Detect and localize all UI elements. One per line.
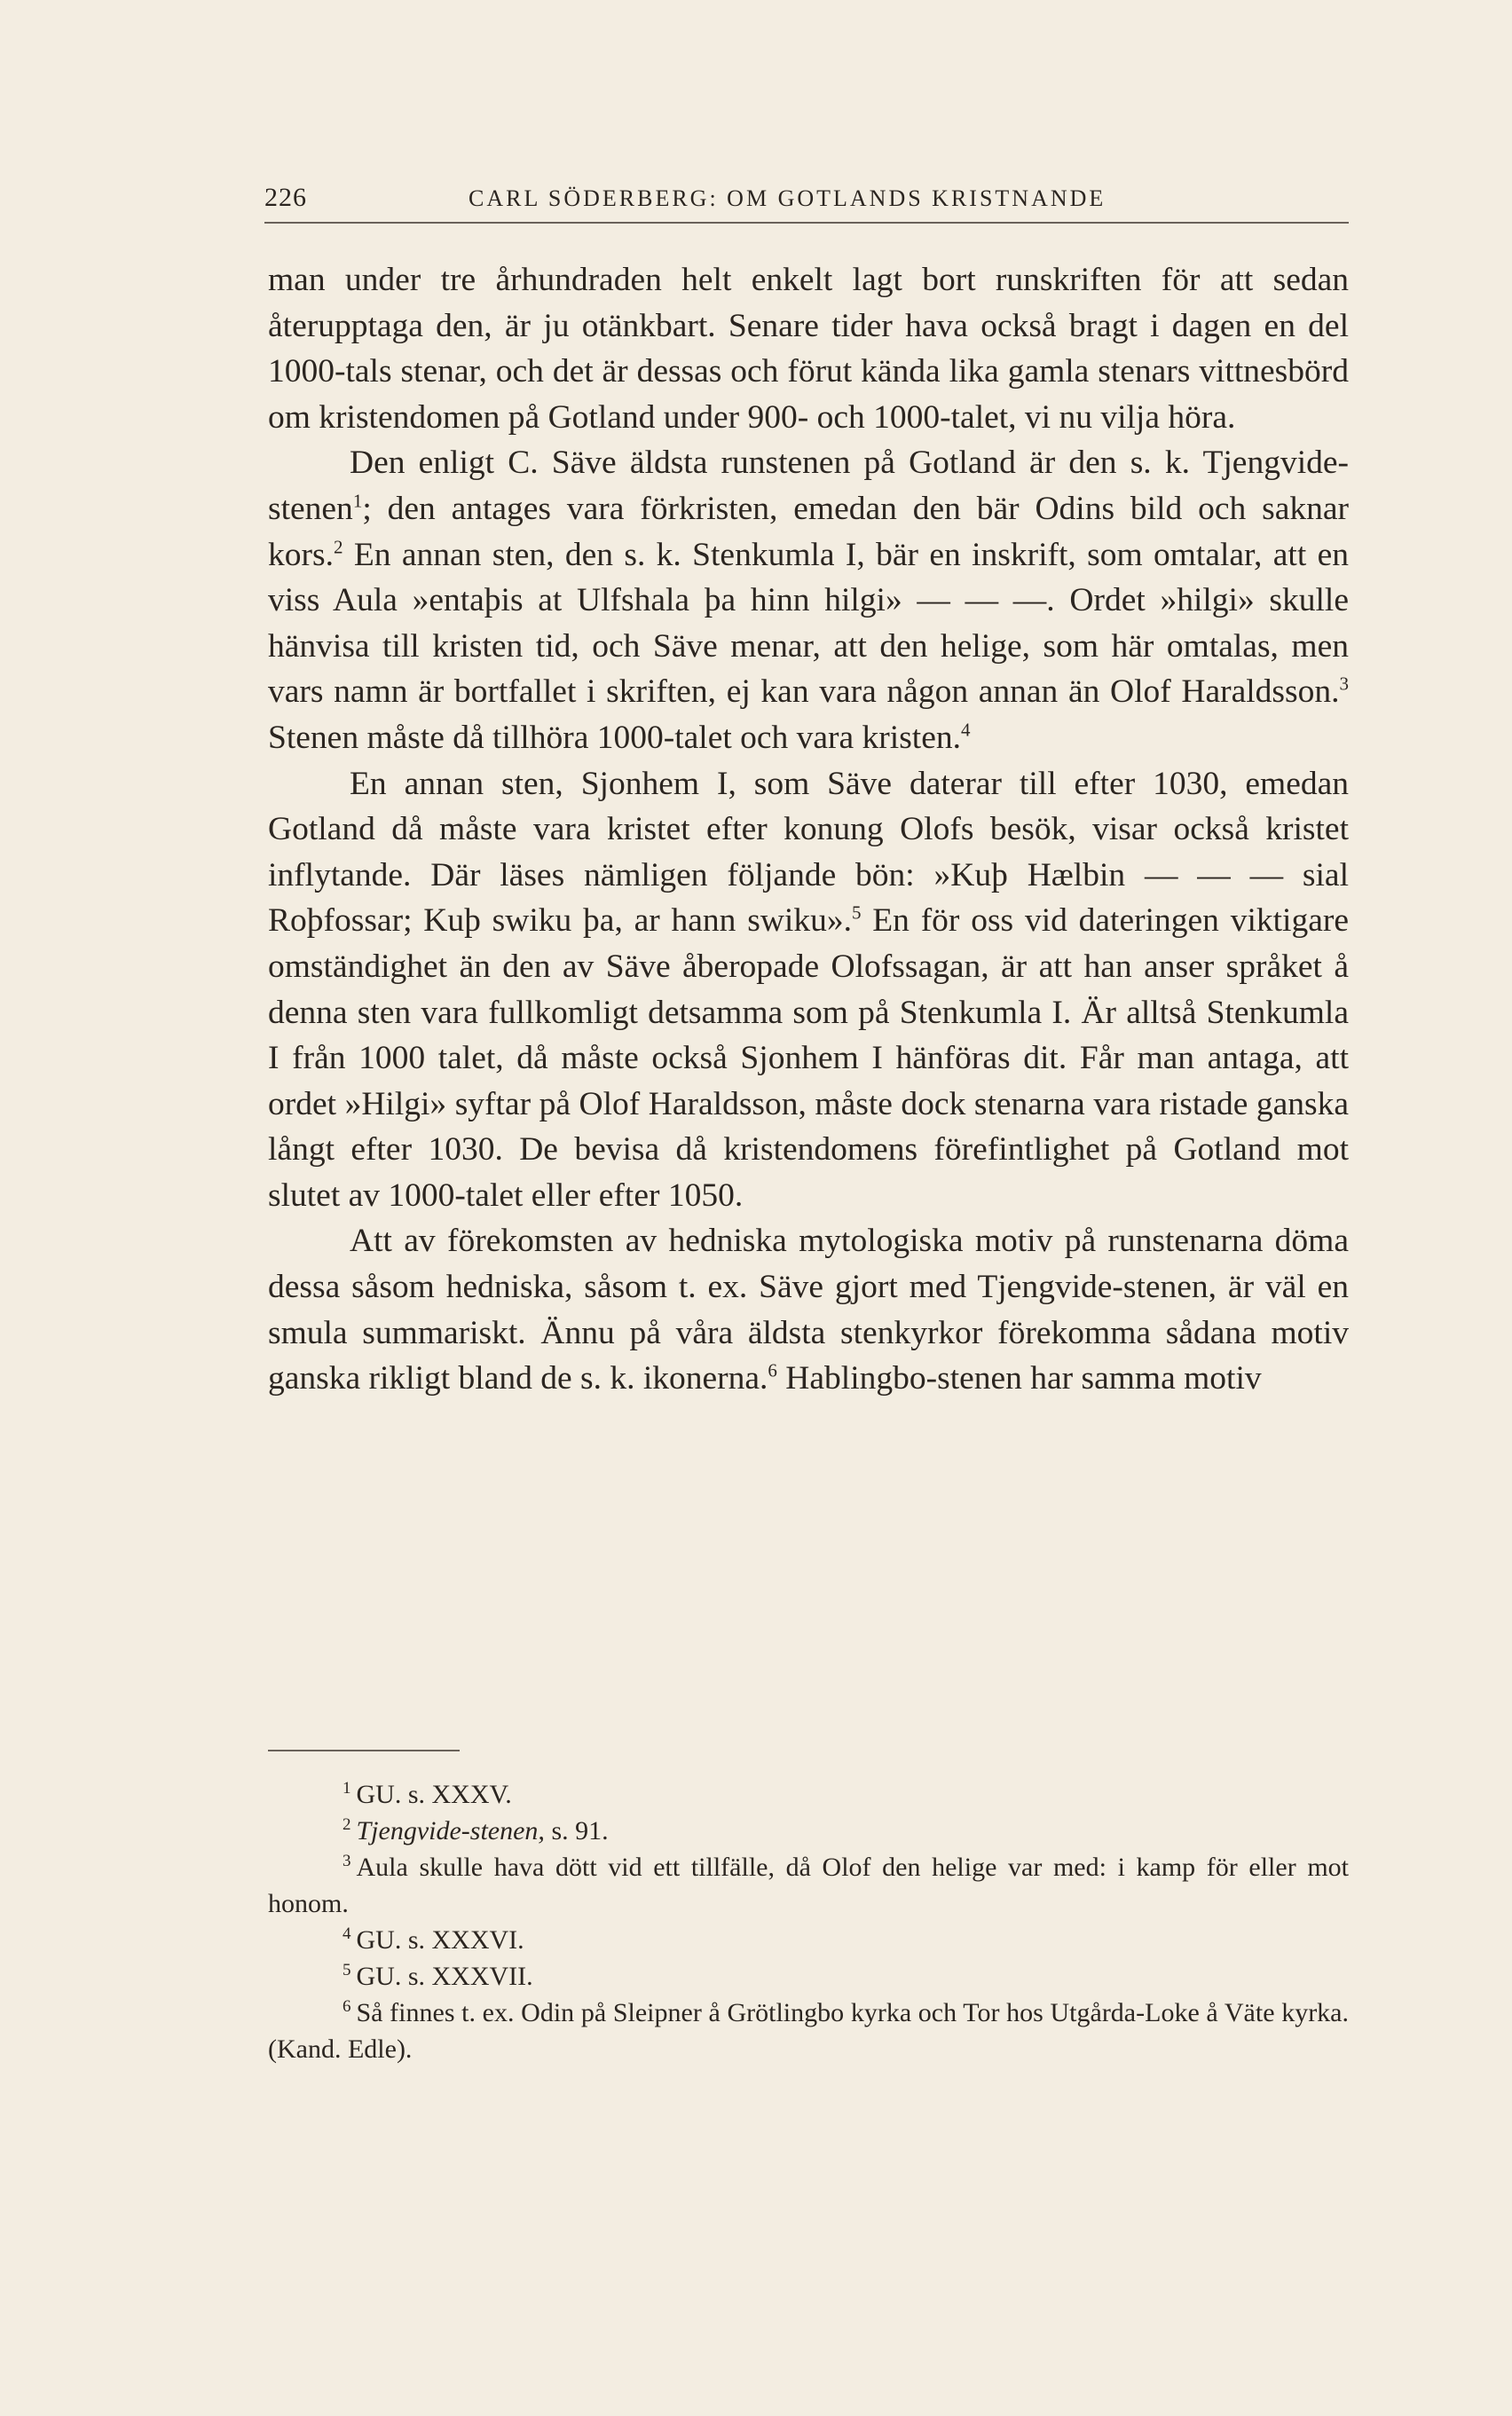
footnote-number: 4: [343, 1924, 351, 1943]
paragraph: [268, 761, 1349, 1219]
footnote-number: 1: [343, 1779, 351, 1798]
footnote-ref[interactable]: 5: [851, 901, 862, 924]
footnote: [268, 1849, 1349, 1922]
footnote: [268, 1813, 1349, 1849]
footnote-text: s. 91.: [544, 1816, 609, 1845]
paragraph: [268, 1218, 1349, 1401]
text-run: En för oss vid dateringen viktigare omständighet än den av Säve åberopade Olofssagan, är att han anser språket å denna sten vara fullkomligt detsamma som på Stenkumla I. Är alltså Stenkumla I från 1000 talet, då måste också Sjonhem I hänföras dit. Får man antaga, att ordet »Hilgi» syftar på Olof Haraldsson, måste dock stenarna vara ristade ganska långt efter 1030. De bevisa då kristendomens förefintlighet på Gotland mot slutet av 1000-talet eller efter 1050.: [268, 902, 1349, 1214]
footnote-rule: [268, 1750, 460, 1751]
footnote-ref[interactable]: 3: [1339, 673, 1349, 695]
body-text: [268, 257, 1349, 1402]
text-run: man under tre århundraden helt enkelt lagt bort runskriften för att sedan återupptaga den, är ju otänkbart. Senare tider hava också bragt i dagen en del 1000-tals stenar, och det är dessas och förut kända lika gamla stenars vittnesbörd om kristendomen på Gotland under 900- och 1000-talet, vi nu vilja höra.: [268, 262, 1349, 436]
footnote: [268, 1958, 1349, 1995]
text-run: Att av förekomsten av hedniska mytologiska motiv på runstenarna döma dessa såsom hedniska, såsom t. ex. Säve gjort med Tjengvide-stenen, är väl en smula summariskt. Ännu på våra äldsta stenkyrkor förekomma sådana motiv ganska rikligt bland de s. k. ikonerna.: [268, 1223, 1349, 1397]
footnote: [268, 1995, 1349, 2067]
footnote-text: GU. s. XXXV.: [356, 1780, 512, 1809]
footnote-number: 5: [343, 1961, 351, 1979]
footnote: [268, 1922, 1349, 1958]
paragraph: [268, 440, 1349, 760]
page-number: 226: [264, 183, 307, 212]
footnote-ref[interactable]: 4: [961, 719, 971, 741]
running-header: [264, 183, 1349, 224]
footnote-number: 3: [343, 1852, 351, 1870]
text-run: Stenen måste då tillhöra 1000-talet och vara kristen.: [268, 719, 961, 756]
footnote-text: GU. s. XXXVI.: [356, 1925, 524, 1955]
footnote-ref[interactable]: 2: [333, 536, 343, 558]
footnote-ref[interactable]: 6: [768, 1359, 777, 1381]
footnote-number: 6: [343, 1997, 351, 2016]
paragraph: [268, 257, 1349, 440]
running-title: CARL SÖDERBERG: OM GOTLANDS KRISTNANDE: [469, 185, 1106, 211]
footnote: [268, 1776, 1349, 1813]
footnote-number: 2: [343, 1815, 351, 1834]
text-run: Den enligt C. Säve äldsta runstenen på Gotland är den s. k. Tjengvide-stenen: [268, 445, 1349, 527]
text-run: En annan sten, den s. k. Stenkumla I, bär en inskrift, som omtalar, att en viss Aula »entaþis at Ulfshala þa hinn hilgi» — — —. Ordet »hilgi» skulle hänvisa till kristen tid, och Säve menar, att den helige, som här omtalas, men vars namn är bortfallet i skriften, ej kan vara någon annan än Olof Haraldsson.: [268, 536, 1349, 711]
footnote-text: Aula skulle hava dött vid ett tillfälle, då Olof den helige var med: i kamp för eller mot honom.: [268, 1853, 1349, 1918]
footnote-text: GU. s. XXXVII.: [356, 1962, 533, 1991]
footnote-text: Så finnes t. ex. Odin på Sleipner å Grötlingbo kyrka och Tor hos Utgårda-Loke å Väte kyrka. (Kand. Edle).: [268, 1998, 1349, 2064]
footnote-title: Tjengvide-stenen,: [356, 1816, 545, 1845]
text-run: ; den antages vara förkristen, emedan den bär Odins bild och saknar kors.: [268, 490, 1349, 573]
text-run: En annan sten, Sjonhem I, som Säve daterar till efter 1030, emedan Gotland då måste vara kristet efter konung Olofs besök, visar också kristet inflytande. Där läses nämligen följande bön: »Kuþ Hælbin — — — sial Roþfossar; Kuþ swiku þa, ar hann swiku».: [268, 765, 1349, 940]
footnote-ref[interactable]: 1: [352, 490, 363, 512]
footnotes: [268, 1776, 1349, 2067]
text-run: Hablingbo-stenen har samma motiv: [776, 1360, 1262, 1397]
